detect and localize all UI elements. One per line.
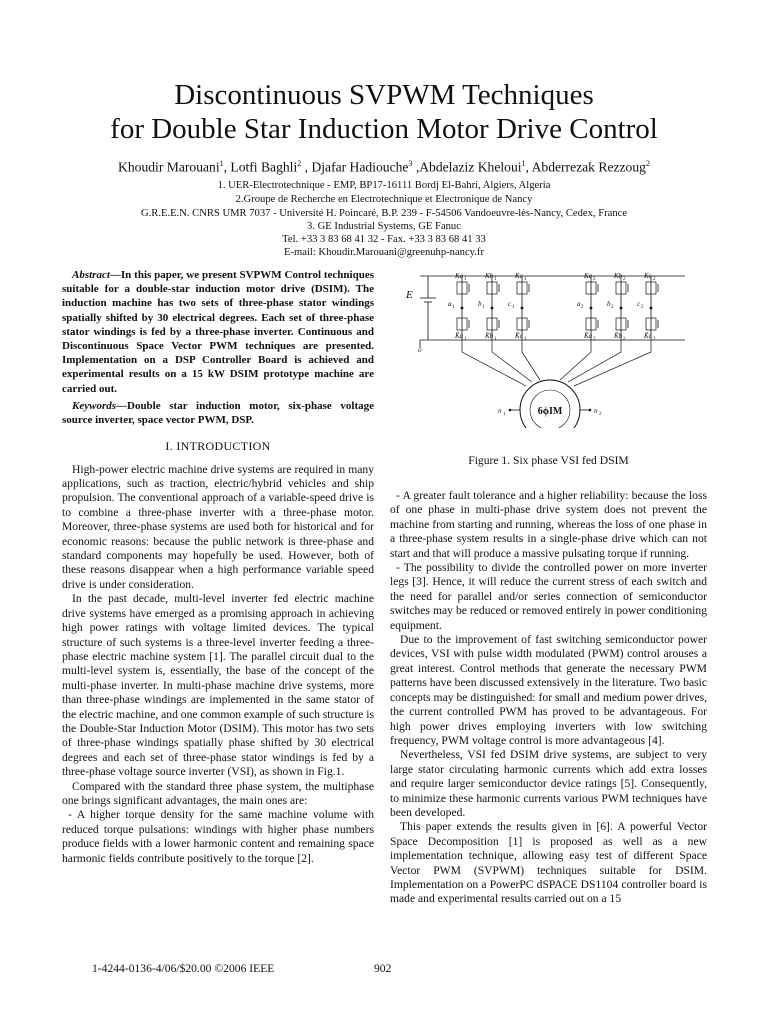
author-name: Abdelaziz Kheloui [419, 159, 522, 175]
affiliation-line: 3. GE Industrial Systems, GE Fanuc [307, 221, 461, 232]
motor-phase-wire [568, 340, 621, 382]
abstract-text: —In this paper, we present SVPWM Control techniques suitable for a double-star induction motor drive (DSIM). The induction machine has two sets of three-phase stator windings spatially shifted by 30 electrical degrees. Each set of three-phase stator windings is fed by a three-phase inverter. Continuous and Discontinuous Space Vector PWM techniques are presented. Implementation on a DSP Controller Board is achieved and experimental results on a 15 kW DSIM prototype machine are carried out. [62, 269, 374, 395]
switch-label-lower: K̄c [644, 332, 652, 340]
affiliation-line: E-mail: Khoudir.Marouani@greenuhp-nancy.fr [284, 247, 484, 258]
phase-label-sub: 1 [482, 305, 485, 310]
motor-label: 6ϕIM [537, 406, 563, 417]
author-separator: , [525, 159, 532, 175]
author-name: Lotfi Baghli [230, 159, 298, 175]
switch-label-lower: K̄a [455, 332, 464, 340]
phase-node [620, 307, 623, 310]
phase-node [491, 307, 494, 310]
author-separator: , [223, 159, 231, 175]
phase-node [590, 307, 593, 310]
author-name: Djafar Hadiouche [311, 159, 409, 175]
figure-six-phase-vsi-diagram [400, 268, 700, 428]
switch-label-upper: Kc [644, 272, 652, 280]
neutral-node [509, 409, 512, 412]
switch-label-sub: 1 [524, 337, 527, 342]
paper-title-line1: Discontinuous SVPWM Techniques [174, 79, 594, 111]
author-affiliation-mark: 1 [219, 159, 224, 168]
switch-label-upper: Ka [584, 272, 593, 280]
label-o: o [418, 346, 422, 354]
phase-label: c [637, 300, 641, 308]
phase-node [650, 307, 653, 310]
author-affiliation-mark: 2 [645, 159, 650, 168]
paper-title-line2: for Double Star Induction Motor Drive Control [110, 113, 658, 145]
author-affiliation-mark: 3 [408, 159, 413, 168]
neutral-label: n [498, 407, 502, 415]
switch-label-lower: K̄b [614, 332, 623, 340]
switch-label-upper: Kb [614, 272, 623, 280]
switch-label-sub: 2 [653, 337, 656, 342]
neutral-label: n [594, 407, 598, 415]
author-separator: , [412, 159, 420, 175]
switch-label-sub: 1 [494, 337, 497, 342]
author-name: Khoudir Marouani [118, 159, 220, 175]
switch-label-sub: 1 [524, 277, 527, 282]
left-column [62, 268, 374, 866]
switch-label-sub: 1 [464, 277, 467, 282]
motor-phase-wire [574, 340, 651, 386]
author-affiliation-mark: 1 [521, 159, 526, 168]
label-E: E [406, 289, 413, 301]
switch-label-upper: Ka [455, 272, 464, 280]
keywords [62, 399, 374, 427]
page-number: 902 [374, 962, 392, 975]
motor-phase-wire [462, 340, 526, 386]
switch-label-sub: 2 [593, 277, 596, 282]
paragraph: High-power electric machine drive systems are required in many applications, such as traction, electric/hybrid vehicles and ship propulsion. The conventional approach of a variable-speed drive is to combine a three-phase inverter with a three-phase motor. Moreover, three-phase systems are used both for historical and for economic reasons: because the public network is three-phase and standard components may hopefully be used. However, both of these reasons disappear when a high performance variable speed drive is under consideration. [62, 462, 374, 591]
paragraph: This paper extends the results given in [6]. A powerful Vector Space Decomposition [1] is proposed as well as a new implementation technique, allowing easy test of different Space Vector PWM (SVPWM) techniques suitable for DSIM. Implementation on a PowerPC dSPACE DS1104 controller board is made and experimental results carried out on a 15 [390, 820, 707, 906]
switch-label-lower: K̄c [515, 332, 523, 340]
phase-label-sub: 1 [512, 305, 515, 310]
abstract-label: Abstract [72, 269, 110, 281]
phase-label: a [448, 300, 452, 308]
switch-label-sub: 2 [623, 337, 626, 342]
neutral-label-sub: 2 [599, 412, 602, 417]
author-separator: , [301, 159, 312, 175]
motor-circle [520, 380, 580, 428]
affiliation-line: 1. UER-Electrotechnique - EMP, BP17-16111 Bordj El-Bahri, Algiers, Algeria [217, 180, 551, 191]
abstract [62, 268, 374, 396]
affiliation-line: Tel. +33 3 83 68 41 32 - Fax. +33 3 83 68 41 33 [282, 234, 486, 245]
switch-label-upper: Kb [485, 272, 494, 280]
switch-label-sub: 2 [593, 337, 596, 342]
paragraph: Due to the improvement of fast switching semiconductor power devices, VSI with pulse width modulated (PWM) control arouses a great interest. Control methods that generate the necessary PWM patterns have been discussed extensively in the literature. Two basic concepts may be distinguished: for small and medium power drives, the current controlled PWM has proved to be advantageous. For high power drives employing inverters with low switching frequency, PWM voltage control is more advantageous [4]. [390, 633, 707, 747]
keywords-text: —Double star induction motor, six-phase voltage source inverter, space vector PWM, DSP. [62, 399, 374, 427]
neutral-label-sub: 1 [503, 412, 506, 417]
motor-phase-wire [560, 340, 591, 380]
phase-label-sub: 1 [452, 305, 455, 310]
section-heading: I. INTRODUCTION [165, 439, 271, 454]
affiliation-line: G.R.E.E.N. CNRS UMR 7037 - Université H. Poincaré, B.P. 239 - F-54506 Vandoeuvre-lès-Nancy, Cedex, France [140, 208, 628, 219]
right-column [390, 489, 707, 907]
phase-label: a [577, 300, 581, 308]
footer-copyright: 1-4244-0136-4/06/$20.00 ©2006 IEEE [92, 962, 275, 975]
switch-label-sub: 2 [623, 277, 626, 282]
motor-phase-wire [522, 340, 540, 380]
paragraph: - A higher torque density for the same machine volume with reduced torque pulsations: windings with higher phase numbers produce fields with a lower harmonic content and remaining space harmonic fields contribute positively to the torque [2]. [62, 808, 374, 865]
motor-phase-wire [492, 340, 532, 382]
figure-caption: Figure 1. Six phase VSI fed DSIM [468, 454, 629, 467]
phase-label: b [478, 300, 482, 308]
phase-node [461, 307, 464, 310]
switch-label-lower: K̄b [485, 332, 494, 340]
phase-label-sub: 2 [581, 305, 584, 310]
author-affiliation-mark: 2 [297, 159, 302, 168]
author-name: Abderrezak Rezzoug [531, 159, 646, 175]
paragraph: Nevertheless, VSI fed DSIM drive systems, are subject to very large stator circulating harmonic currents which add extra losses and require larger semiconductor device ratings [5]. Consequently, to minimize these harmonic currents various PWM techniques have been developed. [390, 748, 707, 819]
phase-node [521, 307, 524, 310]
phase-label-sub: 2 [641, 305, 644, 310]
neutral-node [589, 409, 592, 412]
keywords-label: Keywords [72, 399, 116, 412]
switch-label-upper: Kc [515, 272, 523, 280]
author-list [0, 159, 768, 176]
affiliation-line: 2.Groupe de Recherche en Electrotechnique et Electronique de Nancy [235, 194, 533, 205]
paragraph: Compared with the standard three phase system, the multiphase one brings significant advantages, the main ones are: [62, 779, 374, 807]
phase-label-sub: 2 [611, 305, 614, 310]
switch-label-lower: K̄a [584, 332, 593, 340]
switch-label-sub: 1 [464, 337, 467, 342]
switch-label-sub: 1 [494, 277, 497, 282]
phase-label: c [508, 300, 512, 308]
paragraph: - A greater fault tolerance and a higher reliability: because the loss of one phase in multi-phase drive system does not prevent the machine from starting and running, whereas the loss of one phase in a three-phase system results in a single-phase drive which can not start and that will produce a massive pulsating torque if running. [390, 489, 707, 560]
paragraph: In the past decade, multi-level inverter fed electric machine drive systems have emerged as a promising approach in achieving high power ratings with voltage limited devices. The typical structure of such systems is a three-level inverter feeding a three-phase electric machine system [1]. The parallel circuit dual to the multi-level system is, essentially, the base of the concept of the multi-phase inverter. In multi-phase machine drive systems, more than three-phase windings are implemented in the same stator of the electric machine, and one common example of such structure is the Double-Star Induction Motor (DSIM). This motor has two sets of three-phase windings spatially phase shifted by 30 electrical degrees and each set of three-phase stator windings is fed by a three-phase voltage source inverter (VSI), as shown in Fig.1. [62, 592, 374, 779]
phase-label: b [607, 300, 611, 308]
switch-label-sub: 2 [653, 277, 656, 282]
paragraph: - The possibility to divide the controlled power on more inverter legs [3]. Hence, it will reduce the current stress of each switch and the need for parallel and/or series connection of semiconductor switches may be reduced or removed entirely in power conditioning equipment. [390, 561, 707, 632]
